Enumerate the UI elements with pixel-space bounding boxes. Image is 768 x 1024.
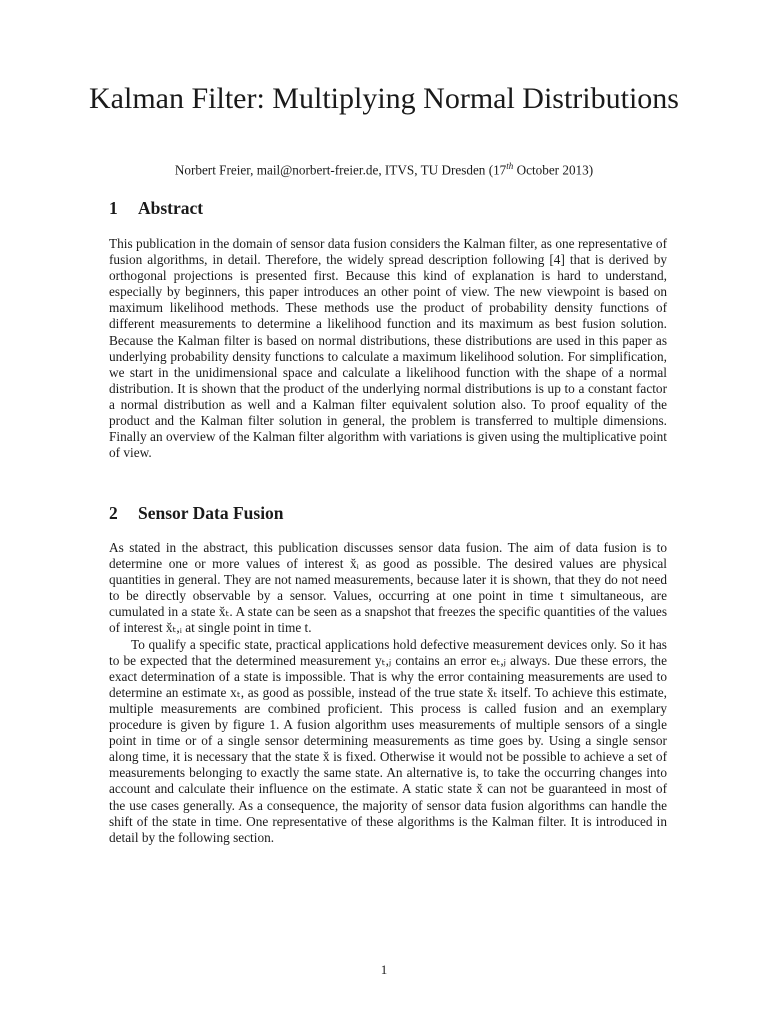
section-title: Abstract [138, 198, 204, 218]
section-number: 2 [109, 503, 118, 523]
abstract-paragraph: This publication in the domain of sensor data fusion considers the Kalman filter, as one representative of fusion algorithms, in detail. Therefore, the widely spread description following [4] that is derived by orthogonal projections is presented first. Because this kind of explanation is hard to understand, especially by beginners, this paper introduces an other point of view. The new viewpoint is based on maximum likelihood methods. These methods use the product of probability density functions of different measurements to determine a likelihood function and its maximum as best fusion solution. Because the Kalman filter is based on normal distributions, these distributions are used in this paper as underlying probability density functions to calculate a maximum likelihood solution. For simplification, we start in the unidimensional space and calculate a likelihood function with the shape of a normal distribution. It is shown that the product of the underlying normal distributions is up to a constant factor a normal distribution as well and a Kalman filter equivalent solution also. To proof equality of the product and the Kalman filter solution in general, the problem is transferred to multiple dimensions. Finally an overview of the Kalman filter algorithm with variations is given using the multiplicative point of view. [109, 236, 667, 461]
section-heading-sensor-data-fusion [109, 503, 284, 523]
section-heading-abstract [109, 198, 203, 218]
paper-title: Kalman Filter: Multiplying Normal Distributions [89, 82, 679, 115]
body-paragraph: To qualify a specific state, practical applications hold defective measurement devices only. So it has to be expected that the determined measurement yₜ,ⱼ contains an error eₜ,ⱼ always. Due these errors, the exact determination of a state is impossible. That is why the error containing measurements are used to determine an estimate xₜ, as good as possible, instead of the true state x̆ₜ itself. To achieve this estimate, multiple measurements are combined proficient. This process is called fusion and an exemplary procedure is given by figure 1. A fusion algorithm uses measurements of multiple sensors of a single point in time or of a single sensor determining measurements as time goes by. Using a single sensor along time, it is necessary that the state x̆ is fixed. Otherwise it would not be possible to achieve a set of measurements belonging to exactly the same state. An alternative is, to take the occurring changes into account and calculate their influence on the estimate. A static state x̆ can not be guaranteed in most of the use cases generally. As a consequence, the majority of sensor data fusion algorithms can handle the shift of the state in time. One representative of these algorithms is the Kalman filter. It is introduced in detail by the following section. [109, 636, 667, 845]
sensor-data-fusion-body [109, 540, 667, 846]
page-number: 1 [380, 962, 388, 977]
section-number: 1 [109, 198, 118, 218]
author-text: Norbert Freier, mail@norbert-freier.de, ITVS, TU Dresden (17 [174, 162, 507, 178]
author-date-superscript: th [506, 161, 514, 171]
abstract-body [109, 236, 667, 461]
author-date-tail: October 2013) [513, 162, 594, 178]
author-line [60, 158, 708, 178]
body-paragraph: As stated in the abstract, this publication discusses sensor data fusion. The aim of data fusion is to determine one or more values of interest x̆ᵢ as good as possible. The desired values are physical quantities in general. They are not named measurements, because later it is shown, that they do not need to be directly observable by a sensor. Values, occurring at one point in time t simultaneous, are cumulated in a state x̆ₜ. A state can be seen as a snapshot that freezes the specific quantities of the values of interest x̆ₜ,ᵢ at single point in time t. [109, 540, 667, 636]
section-title: Sensor Data Fusion [138, 503, 284, 523]
